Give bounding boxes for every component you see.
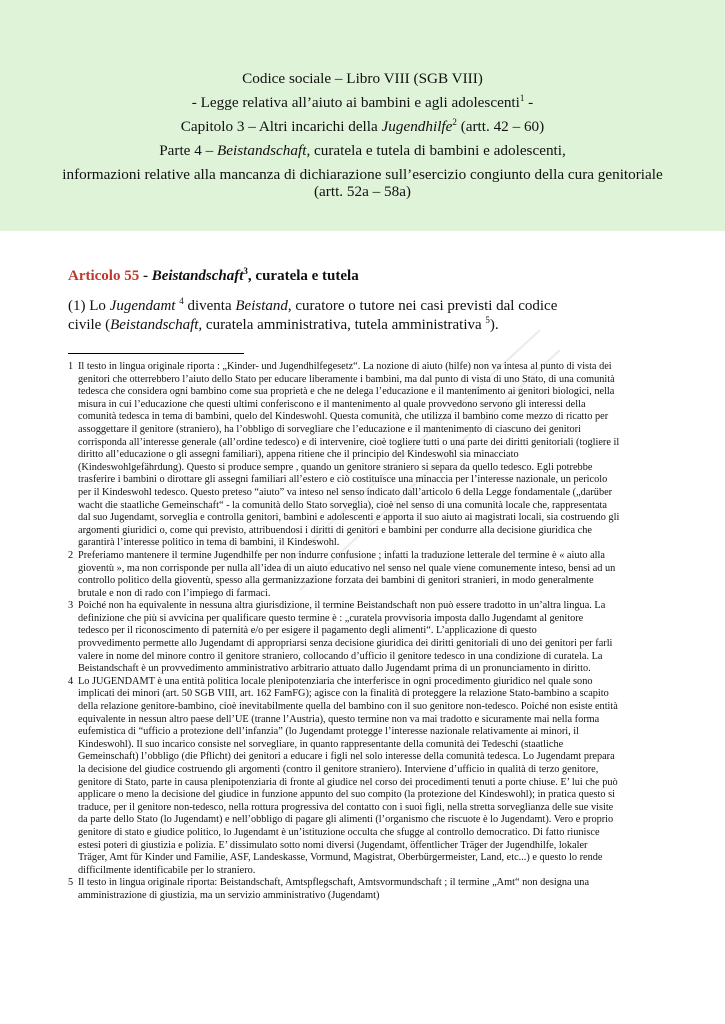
header-line-3: Capitolo 3 – Altri incarichi della Jugendhilfe$^2$ (artt. 42 – 60) [180,116,545,135]
paragraph-line-2: civile (Beistandschaft, curatela amministrativa, tutela amministrativa $^5$). [68,315,499,333]
footnote-5: 5 Il testo in lingua originale riporta: Beistandschaft, Amtspflegschaft, Amtsvormundschaft ; il termine „Amt“ non designa una amministrazione di giustizia, ma un servizio amministrativo (Jugendamt) [68,877,590,901]
header-line-4: Parte 4 – Beistandschaft, curatela e tutela di bambini e adolescenti, [159,142,566,159]
header-line-2: - Legge relativa all’aiuto ai bambini e agli adolescenti$^1$ - [191,92,534,111]
header-line-5: informazioni relative alla mancanza di dichiarazione sull’esercizio congiunto della cura genitoriale [62,166,663,183]
header-banner [0,0,725,231]
footnote-separator [68,353,244,354]
footnote-2: 2 Preferiamo mantenere il termine Jugendhilfe per non indurre confusione ; infatti la traduzione letterale del termine è « aiuto alla gioventù », ma non corrisponde per nulla all’idea di un aiuto educativo nel senso nel quale viene comunemente inteso, bensì ad un controllo politico della gioventù, spesso alla germanizzazione forzata dei bambini di genitori stranieri, in modo generalmente brutale e non di rado con l’impiego di farmaci. [68,549,616,599]
footnote-4: 4 Lo JUGENDAMT è una entità politica locale plenipotenziaria che interferisce in ogni procedimento giuridico nel quale sono implicati dei minori (art. 50 SGB VIII, art. 162 FamFG); agisce con la finalità di proteggere la relazione Stato-bambino a scapito della relazione genitore-bambino, cioè inevitabilmente quella del bambino con il suo genitore non-tedesco. Poiché non esiste entità equivalente in nessun altro paese dell’UE (tranne l’Austria), questo termine non va mai tradotto e sicuramente mai nella forma eufemistica di “ufficio a protezione dell’infanzia” (lo Jugendamt protegge l’interesse nazionale relativamente ai minori, il Kindeswohl). Il suo incarico consiste nel sorvegliare, in quanto rappresentante della comunità dei Tedeschi (staatliche Gemeinschaft) l’obbligo (die Pflicht) dei genitori a educare i figli nel solo interesse della comunità tedesca. Lo Jugendamt prepara la decisione del giudice costruendo gli argomenti (contro il genitore straniero). Interviene d’ufficio in qualità di terzo genitore, genitore di Stato, parte in causa plenipotenziaria di fronte al giudice nel corso dei procedimenti tenuti a porte chiuse. E’ lui che può applicare o meno la decisione del giudice in funzione appunto del suo compito (la protezione del Kindeswohl); in pratica questo si traduce, per il genitore non-tedesco, nella rottura progressiva del contatto con i suoi figli, nella stretta sorveglianza delle sue visite da parte dello Stato (lo Jugendamt) e nell’obbligo di pagare gli alimenti (l’organismo che riscuote è lo Jugendamt). Vero e proprio genitore di stato e giudice politico, lo Jugendamt è un’istituzione occulta che sfugge al controllo democratico. Di fatto riunisce estesi poteri di giustizia e polizia. E’ dissimulato sotto nomi diversi (Jugendamt, öffentlicher Träger der Jugendhilfe, lokaler Träger, Amt für Kinder und Familie, ASF, Landeskasse, Vormund, Magistrat, Oberbürgermeister, Land, etc...) e questo lo rende difficilmente identificabile per lo straniero. [68,675,618,876]
article-title: Articolo 55 - Beistandschaft$^3$, curatela e tutela [68,266,359,284]
footnote-1: 1 Il testo in lingua originale riporta : „Kinder- und Jugendhilfegesetz“. La nozione di aiuto (hilfe) non va intesa al punto di vista dei genitori che otterrebbero l’aiuto dello Stato per educare liberamente i bambini, ma dal punto di vista di uno Stato, di una comunità tedesca che considera ogni bambino come sua proprietà e che ne delega l’educazione e il mantenimento ai genitori biologici, nella misura in cui l’educazione che questi ultimi conferiscono e il mantenimento al quale provvedono servono gli interessi della comunità tedesca in tema di bambini, quelo del Kindeswohl. Questa comunità, che utilizza il bambino come mezzo di ricatto per assoggettare il genitore (straniero), ha l’obbligo di sorvegliare che l’educazione e il mantenimento di ciascuno dei genitori corrisponda all’interesse generale (all’ordine tedesco) e di intervenire, cioè togliere tutti o una parte dei diritti genitoriali (togliere il diritto all’educazione o gli assegni familiari), appena ritiene che il principio del Kindeswohl sia minacciato (Kindeswohlgefährdung). Questo si produce sempre , quando un genitore straniero si separa da quello tedesco. Egli potrebbe trasferire i bambini o dirottare gli assegni familiari all’estero e ciò costituisce una minaccia per l’interesse nazionale, un pericolo per il Kindeswohl tedesco. Questo preteso “aiuto” va inteso nel senso indicato dall’articolo 6 della Legge fondamentale („darüber wacht die staatliche Gemeinschaft“ - la comunità dello Stato sorveglia), cioè nel senso di una comunità locale che, rappresentata dal suo Jugendamt, sorveglia e controlla genitori, bambini e adolescenti e apporta il suo aiuto ai magistrati locali, sia costruendo gli argomenti giuridici o, come qui previsto, attribuendosi i diritti di genitori e bambini per condurre alla decisione giuridica che garantirà l’interesse politico in tema di bambini, il Kindeswohl. [68,361,620,549]
article-paragraph [68,297,628,335]
footnotes [68,361,658,903]
paragraph-line-1: (1) Lo Jugendamt $^4$ diventa Beistand, curatore o tutore nei casi previsti dal codice [68,296,558,314]
article-number: Articolo 55 [68,268,140,284]
header-line-6: (artt. 52a – 58a) [314,183,411,200]
header-line-1: Codice sociale – Libro VIII (SGB VIII) [242,70,483,87]
footnote-3: 3 Poiché non ha equivalente in nessuna altra giurisdizione, il termine Beistandschaft non può essere tradotto in un’altra lingua. La definizione che più si avvicina per qualificare questo termine è : „curatela provvisoria imposta dallo Jugendamt al genitore tedesco per il riconoscimento di paternità e/o per esigere il pagamento degli alimenti“. L’applicazione di questo provvedimento permette allo Jugendamt di appropriarsi senza decisione giuridica dei diritti genitoriali di uno dei genitori per farli valere in nome del minore contro il genitore straniero, collocando d’ufficio il genitore tedesco in una condizione di curatela. La Beistandschaft è un provvedimento amministrativo arbitrario attuato dallo Jugendamt prima di un pronunciamento in diritto. [68,600,613,675]
